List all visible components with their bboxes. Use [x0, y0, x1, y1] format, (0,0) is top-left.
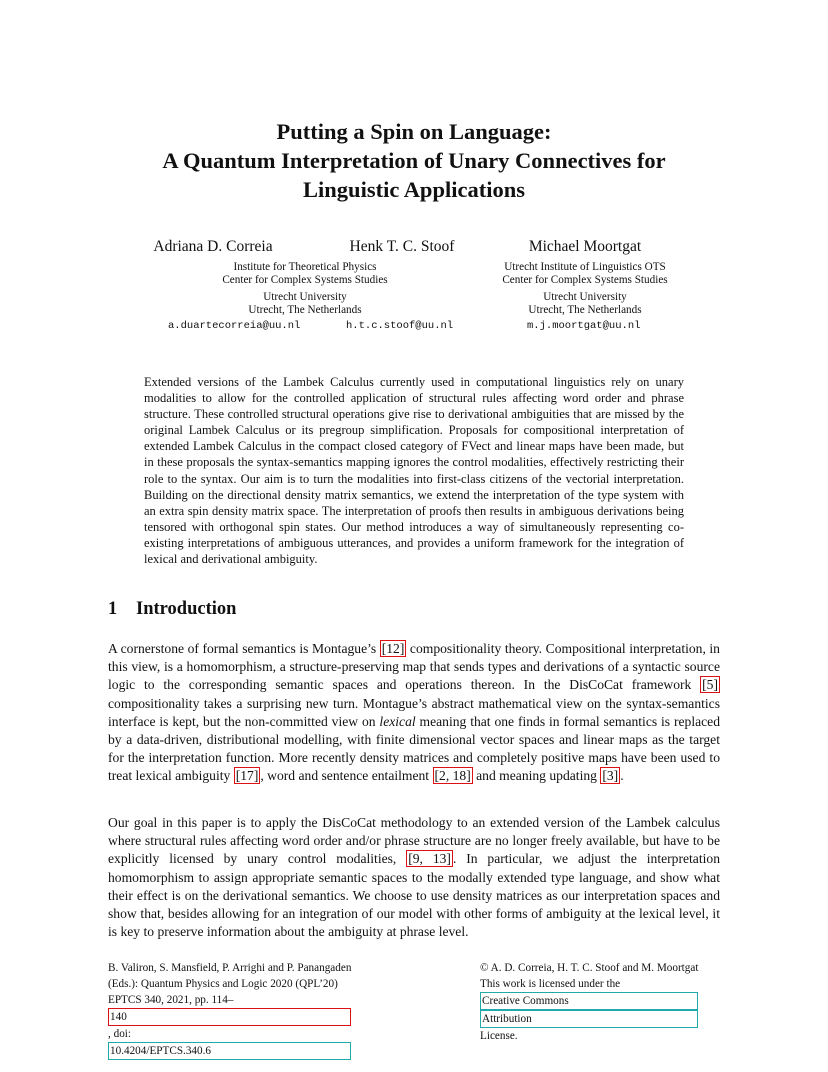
author-stoof — [340, 238, 464, 256]
author-name: Henk T. C. Stoof — [349, 238, 455, 255]
text-run: , doi: — [108, 1028, 131, 1040]
author-name: Adriana D. Correia — [153, 238, 273, 255]
title-line-1: Putting a Spin on Language: — [276, 119, 552, 144]
text-run: Our goal in this paper is to apply the DisCoCat methodology to an extended version of the Lambek calculus where structural rules affecting word order and/or phrase structure are no longer freely available, but have to be explicitly licensed by unary control modalities, — [108, 815, 720, 867]
text-run: compositionality theory. Compositional interpretation, in this view, is a homomorphism, a structure-preserving map that sends types and derivations of a syntactic source logic to the corresponding semantic spaces and operations thereon. In the DisCoCat framework — [108, 641, 720, 693]
affiliation-line: Utrecht, The Netherlands — [248, 304, 362, 316]
footer-license-links — [480, 992, 698, 1044]
footer-right — [480, 960, 698, 1044]
citation-link[interactable]: [5] — [702, 677, 718, 693]
text-run: meaning that one finds in formal semantics is replaced by a data-driven, distributional modelling, with finite dimensional vector spaces and linear maps as the target for the interpretation function. More recently density matrices and completely positive maps have been used to treat lexical ambiguity — [108, 713, 720, 784]
affiliation-line: Center for Complex Systems Studies — [222, 274, 388, 286]
title-line-3: Linguistic Applications — [303, 177, 525, 202]
attribution-link[interactable]: Attribution — [480, 1010, 698, 1028]
text-run: License. — [480, 1030, 518, 1042]
text-run: EPTCS 340, 2021, pp. 114– — [108, 994, 234, 1006]
emphasis-lexical: lexical — [379, 713, 416, 729]
email-moortgat[interactable]: m.j.moortgat@uu.nl — [527, 320, 641, 332]
affiliation-left — [185, 261, 425, 317]
affiliation-line: Utrecht, The Netherlands — [528, 304, 642, 316]
creative-commons-link[interactable]: Creative Commons — [480, 992, 698, 1010]
affiliation-line: Institute for Theoretical Physics — [233, 261, 377, 273]
text-run: , word and sentence entailment — [260, 768, 433, 784]
footer-copyright: © A. D. Correia, H. T. C. Stoof and M. Moortgat — [480, 962, 699, 974]
section-heading — [108, 598, 236, 620]
affiliation-line: Utrecht University — [263, 291, 347, 303]
page-link[interactable]: 140 — [108, 1008, 351, 1026]
email-correia[interactable]: a.duartecorreia@uu.nl — [168, 320, 301, 332]
affiliation-line: Utrecht Institute of Linguistics OTS — [504, 261, 666, 273]
text-run: and meaning updating — [472, 768, 601, 784]
intro-paragraph-1 — [108, 640, 720, 786]
citation-link[interactable]: [12] — [381, 641, 405, 656]
text-run: A cornerstone of formal semantics is Montague’s — [108, 641, 380, 656]
author-correia — [148, 238, 278, 256]
footer-eptcs — [108, 992, 351, 1060]
affiliation-line: Utrecht University — [543, 291, 627, 303]
footer-left — [108, 960, 351, 1060]
abstract: Extended versions of the Lambek Calculus currently used in computational linguistics rely on unary modalities to allow for the controlled application of structural rules affecting word order and phrase structure. These controlled structural operations give rise to derivational ambiguities that are missed by the original Lambek Calculus or its pregroup simplification. Proposals for compositional interpretation of extended Lambek Calculus in the compact closed category of FVect and linear maps have been made, but in these proposals the syntax-semantics mapping ignores the control modalities, effectively restricting their role to the syntax. Our aim is to turn the modalities into first-class citizens of the vectorial interpretation. Building on the directional density matrix semantics, we extend the interpretation of the type system with an extra spin density matrix space. The interpretation of proofs then results in ambiguous derivations being tensored with orthogonal spin states. Our method introduces a way of simultaneously representing co-existing interpretations of ambiguous utterances, and provides a uniform framework for the integration of lexical and derivational ambiguity. — [144, 375, 684, 567]
text-run: compositionality takes a surprising new turn. Montague’s abstract mathematical view on the syntax-semantics interface is kept, but the non-committed view on — [108, 695, 720, 729]
title-line-2: A Quantum Interpretation of Unary Connectives for — [162, 148, 666, 173]
text-run: . In particular, we adjust the interpretation homomorphism to assign appropriate semantic spaces to the modally extended type language, and show what their effect is on the derivational semantics. We choose to use density matrices as our interpretation spaces and show that, besides allowing for an integration of our model with other forms of ambiguity at the lexical level, it is key to preserve information about the ambiguity at phrase level. — [108, 851, 720, 940]
author-name: Michael Moortgat — [528, 238, 642, 255]
citation-link[interactable]: [3] — [602, 768, 619, 784]
section-title: Introduction — [136, 599, 237, 619]
citation-link[interactable]: [2, 18] — [434, 768, 471, 784]
text-run: . — [620, 768, 624, 784]
footer-proceedings: (Eds.): Quantum Physics and Logic 2020 (QPL’20) — [108, 978, 338, 990]
footer-editors: B. Valiron, S. Mansfield, P. Arrighi and P. Panangaden — [108, 962, 352, 974]
section-number: 1 — [108, 599, 118, 619]
citation-link[interactable]: [9, 13] — [408, 851, 451, 867]
footer-license-text: This work is licensed under the — [480, 978, 621, 990]
email-stoof[interactable]: h.t.c.stoof@uu.nl — [346, 320, 454, 332]
citation-link[interactable]: [17] — [235, 768, 259, 784]
paper-title — [108, 117, 720, 204]
author-moortgat — [512, 238, 658, 256]
doi-link[interactable]: 10.4204/EPTCS.340.6 — [108, 1042, 351, 1060]
affiliation-line: Center for Complex Systems Studies — [502, 274, 668, 286]
intro-paragraph-2 — [108, 814, 720, 941]
affiliation-right — [465, 261, 705, 317]
